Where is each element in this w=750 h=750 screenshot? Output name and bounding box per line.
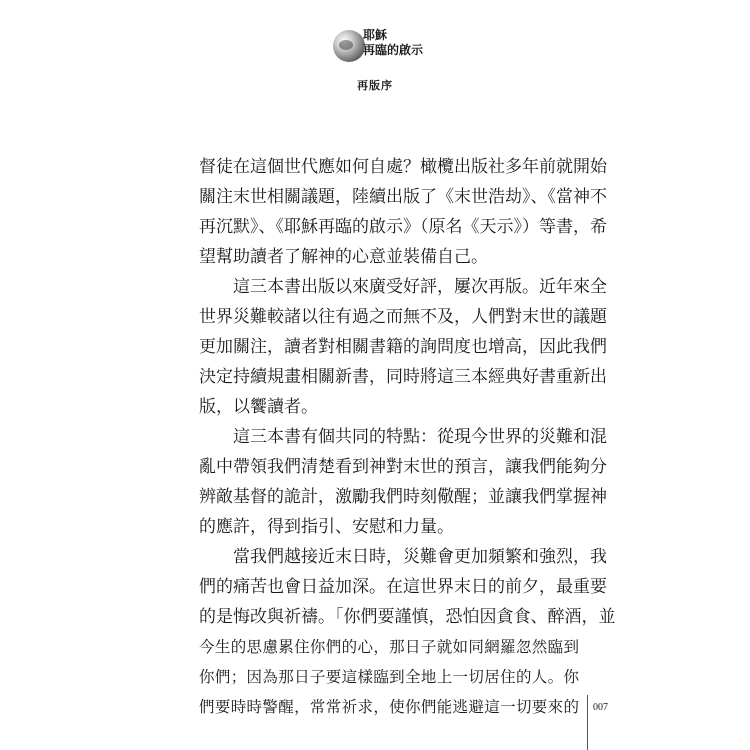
text-line: 的是悔改與祈禱。「你們要謹慎，恐怕因貪食、醉酒，並: [199, 607, 616, 627]
text-line: 們要時時警醒，常常祈求，使你們能逃避這一切要來的: [199, 698, 579, 716]
book-title-line1: 耶穌: [363, 28, 388, 42]
text-line: 世界災難較諸以往有過之而無不及，人們對末世的議題: [199, 307, 607, 327]
book-title-line2: 再臨的啟示: [363, 43, 424, 57]
text-line: 望幫助讀者了解神的心意並裝備自己。: [199, 247, 488, 267]
text-line: 們的痛苦也會日益加深。在這世界末日的前夕，最重要: [199, 577, 607, 597]
text-line: 督徒在這個世代應如何自處？橄欖出版社多年前就開始: [199, 157, 607, 177]
page-header: [0, 18, 750, 98]
text-line: 版，以饗讀者。: [199, 397, 318, 417]
text-line: 這三本書出版以來廣受好評，屢次再版。近年來全: [199, 277, 607, 297]
text-line: 亂中帶領我們清楚看到神對末世的預言，讓我們能夠分: [199, 457, 607, 477]
text-line: 這三本書有個共同的特點：從現今世界的災難和混: [199, 427, 607, 447]
globe-icon: [333, 30, 365, 62]
page-number: 007: [593, 702, 608, 713]
text-line: 更加關注，讀者對相關書籍的詢問度也增高，因此我們: [199, 337, 607, 357]
text-line: 辨敵基督的詭計，激勵我們時刻儆醒；並讓我們掌握神: [199, 487, 607, 507]
text-line: 關注末世相關議題，陸續出版了《末世浩劫》、《當神不: [199, 187, 607, 207]
text-line: 決定持續規畫相關新書，同時將這三本經典好書重新出: [199, 367, 607, 387]
text-line: 的應許，得到指引、安慰和力量。: [199, 517, 454, 537]
book-title: [363, 28, 423, 58]
section-title: 再版序: [357, 79, 393, 92]
text-line: 當我們越接近末日時，災難會更加頻繁和強烈，我: [199, 547, 607, 567]
page-number-divider: [587, 695, 588, 750]
book-logo: [333, 28, 425, 62]
text-line: 你們；因為那日子要這樣臨到全地上一切居住的人。你: [199, 668, 579, 686]
text-line: 今生的思慮累住你們的心，那日子就如同網羅忽然臨到: [199, 638, 579, 656]
text-line: 再沉默》、《耶穌再臨的啟示》（原名《天示》）等書，希: [199, 217, 607, 237]
